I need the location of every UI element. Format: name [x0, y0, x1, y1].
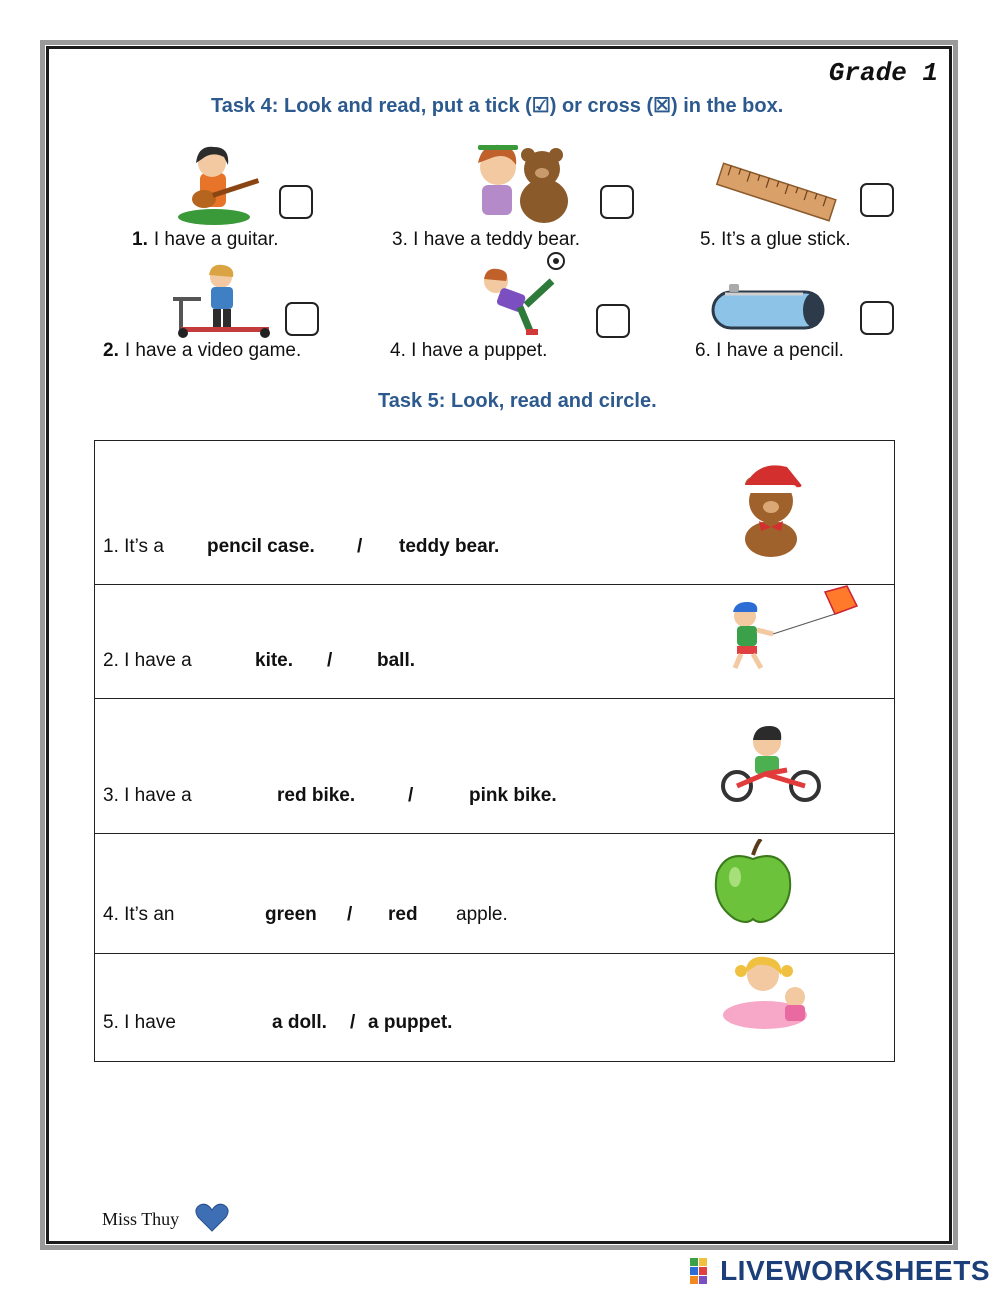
teddy-bear-santa-hat-icon — [713, 459, 883, 559]
task5-row-2 — [95, 584, 894, 699]
girl-with-doll-icon — [713, 953, 883, 1033]
girl-hugging-teddy-bear-icon — [462, 140, 587, 228]
task4-item3-checkbox[interactable] — [600, 185, 634, 219]
task5-row5-prompt: 5. I have — [103, 1012, 176, 1033]
boy-flying-kite-icon — [713, 584, 883, 674]
task5-title: Task 5: Look, read and circle. — [378, 390, 657, 412]
task4-title: Task 4: Look and read, put a tick (☑) or cross (☒) in the box. — [211, 95, 784, 117]
task5-row5-option-b[interactable]: a puppet. — [368, 1012, 453, 1033]
heart-icon — [195, 1203, 229, 1238]
pencil-case-icon — [705, 278, 830, 338]
boy-on-bike-icon — [713, 722, 883, 804]
task5-row3-option-a[interactable]: red bike. — [277, 785, 356, 806]
boy-on-scooter-icon — [160, 262, 280, 340]
task5-row1-option-a[interactable]: pencil case. — [207, 536, 315, 557]
ruler-icon — [712, 158, 840, 228]
task5-row1-option-b[interactable]: teddy bear. — [399, 536, 500, 557]
task5-row5-option-a[interactable]: a doll. — [272, 1012, 327, 1033]
task4-item1-checkbox[interactable] — [279, 185, 313, 219]
task5-row1-prompt: 1. It’s a — [103, 536, 164, 557]
green-apple-icon — [713, 839, 883, 925]
task5-row2-option-b[interactable]: ball. — [377, 650, 416, 671]
task5-row1-separator: / — [357, 536, 363, 557]
task4-item5-checkbox[interactable] — [860, 183, 894, 217]
liveworksheets-brand: LIVEWORKSHEETS — [720, 1255, 990, 1286]
liveworksheets-logo-icon — [690, 1258, 716, 1284]
task5-row4-option-b[interactable]: red — [388, 904, 418, 925]
task4-item1: 1. I have a guitar. — [132, 229, 279, 250]
liveworksheets-logo — [690, 1255, 990, 1287]
task4-item6: 6. I have a pencil. — [695, 340, 844, 361]
task5-row-5 — [95, 953, 894, 1061]
task4-item2-checkbox[interactable] — [285, 302, 319, 336]
task4-item6-checkbox[interactable] — [860, 301, 894, 335]
task4-item3: 3. I have a teddy bear. — [392, 229, 581, 250]
task5-row4-separator: / — [347, 904, 353, 925]
task5-row3-option-b[interactable]: pink bike. — [469, 785, 557, 806]
task4-item4: 4. I have a puppet. — [390, 340, 548, 361]
task4-item2: 2. I have a video game. — [103, 340, 302, 361]
task5-row5-separator: / — [350, 1012, 356, 1033]
task5-row-4 — [95, 833, 894, 954]
task5-table — [94, 440, 895, 1062]
task5-row4-suffix: apple. — [456, 904, 508, 925]
grade-label: Grade 1 — [828, 58, 938, 88]
task5-row3-separator: / — [408, 785, 414, 806]
task5-row2-separator: / — [327, 650, 333, 671]
task5-row-3 — [95, 698, 894, 834]
task5-row3-prompt: 3. I have a — [103, 785, 192, 806]
task4-item4-checkbox[interactable] — [596, 304, 630, 338]
task5-row4-option-a[interactable]: green — [265, 904, 317, 925]
task5-row2-option-a[interactable]: kite. — [255, 650, 294, 671]
girl-with-guitar-icon — [160, 142, 270, 228]
task5-row2-prompt: 2. I have a — [103, 650, 192, 671]
task4-item5: 5. It’s a glue stick. — [700, 229, 851, 250]
task5-row-1 — [95, 441, 894, 585]
task5-row4-prompt: 4. It’s an — [103, 904, 175, 925]
boy-kicking-ball-icon — [455, 250, 575, 338]
signature: Miss Thuy — [102, 1209, 180, 1229]
